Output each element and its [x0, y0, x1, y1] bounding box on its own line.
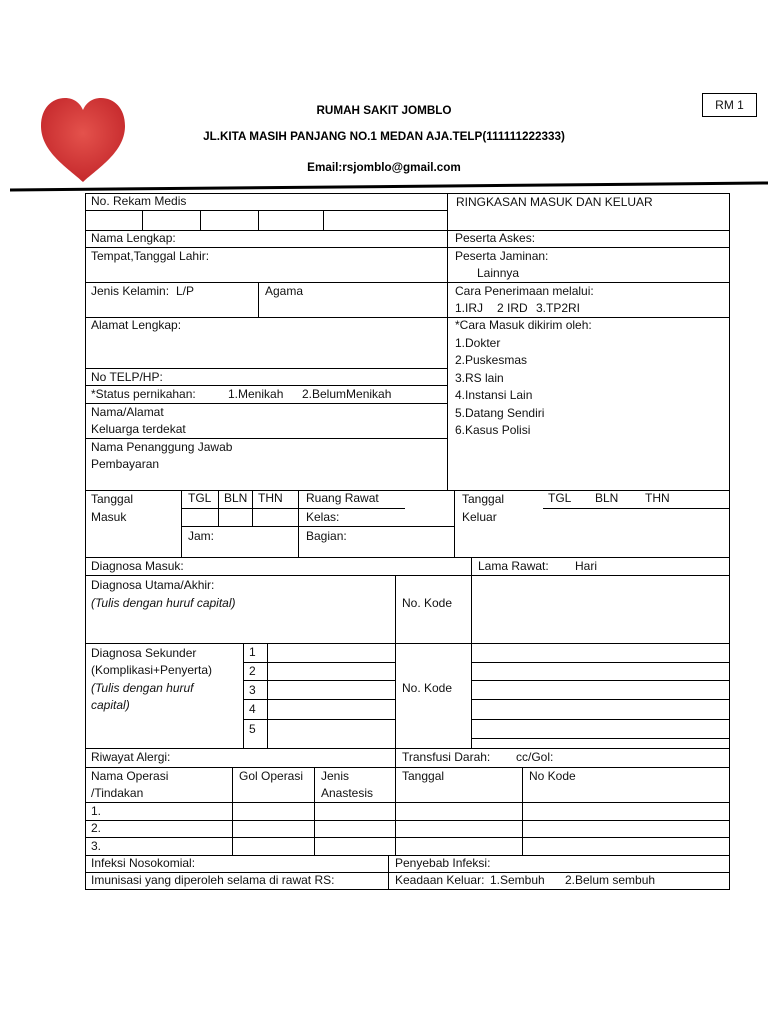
gender-options: L/P — [176, 284, 195, 298]
form-grid-line — [258, 282, 259, 317]
guarantor-label-line2: Pembayaran — [91, 457, 160, 471]
form-grid-line — [471, 699, 729, 700]
form-grid-line — [243, 699, 395, 700]
form-grid-line — [85, 438, 447, 439]
form-grid-line — [85, 889, 730, 890]
form-grid-line — [267, 643, 268, 748]
form-grid-line — [85, 557, 729, 558]
admission-option-tp2ri: 3.TP2RI — [536, 301, 581, 315]
form-grid-line — [252, 490, 253, 526]
form-grid-line — [85, 385, 447, 386]
form-grid-line — [543, 508, 729, 509]
admission-date-label-line2: Masuk — [91, 510, 127, 524]
form-grid-line — [142, 210, 143, 230]
religion-label: Agama — [265, 284, 304, 298]
form-grid-line — [471, 719, 729, 720]
infection-cause-label: Penyebab Infeksi: — [395, 856, 491, 870]
operation-name-header-line2: /Tindakan — [91, 786, 144, 800]
immunization-label: Imunisasi yang diperoleh selama di rawat RS: — [91, 873, 335, 887]
form-grid-line — [85, 230, 729, 231]
form-grid-line — [471, 738, 729, 739]
admission-option-ird: 2 IRD — [497, 301, 528, 315]
nosocomial-label: Infeksi Nosokomial: — [91, 856, 196, 870]
primary-diagnosis-hint: (Tulis dengan huruf capital) — [91, 596, 236, 610]
form-grid-line — [298, 508, 405, 509]
form-grid-line — [85, 368, 447, 369]
secondary-row-number: 2 — [249, 664, 256, 678]
form-grid-line — [243, 680, 395, 681]
form-grid-line — [314, 767, 315, 855]
form-code-box: RM 1 — [702, 93, 757, 117]
jaminan-label: Peserta Jaminan: — [455, 249, 549, 263]
form-grid-line — [471, 680, 729, 681]
admission-date-col-day: TGL — [188, 491, 212, 505]
secondary-code-label: No. Kode — [402, 681, 453, 695]
form-grid-line — [454, 490, 455, 557]
secondary-row-number: 4 — [249, 702, 256, 716]
form-grid-line — [218, 490, 219, 526]
marital-option-single: 2.BelumMenikah — [302, 387, 392, 401]
operation-code-header: No Kode — [529, 769, 576, 783]
discharge-status-label: Keadaan Keluar: — [395, 873, 485, 887]
jaminan-other: Lainnya — [477, 266, 520, 280]
form-grid-line — [85, 820, 729, 821]
admission-date-label-line1: Tanggal — [91, 492, 134, 506]
guarantor-label-line1: Nama Penanggung Jawab — [91, 440, 233, 454]
form-grid-line — [447, 193, 448, 490]
form-grid-line — [181, 526, 454, 527]
form-grid-line — [85, 193, 86, 889]
secondary-row-number: 1 — [249, 645, 256, 659]
form-grid-line — [85, 210, 447, 211]
operation-row-number: 3. — [91, 839, 102, 853]
form-grid-line — [85, 247, 729, 248]
form-grid-line — [85, 317, 729, 318]
length-of-stay-label: Lama Rawat: — [478, 559, 549, 573]
form-grid-line — [232, 767, 233, 855]
form-grid-line — [85, 282, 729, 283]
summary-title: RINGKASAN MASUK DAN KELUAR — [456, 195, 653, 209]
operation-date-header: Tanggal — [402, 769, 445, 783]
form-grid-line — [258, 210, 259, 230]
allergy-label: Riwayat Alergi: — [91, 750, 171, 764]
transfusion-unit: cc/Gol: — [516, 750, 554, 764]
discharge-date-col-day: TGL — [548, 491, 572, 505]
secondary-diagnosis-hint-line2: capital) — [91, 698, 130, 712]
phone-label: No TELP/HP: — [91, 370, 163, 384]
discharge-status-option-not-recovered: 2.Belum sembuh — [565, 873, 656, 887]
referral-option: 2.Puskesmas — [455, 353, 528, 367]
header-rule — [0, 180, 768, 194]
hospital-email: Email:rsjomblo@gmail.com — [307, 161, 461, 174]
form-grid-line — [85, 575, 729, 576]
form-grid-line — [200, 210, 201, 230]
record-no-label: No. Rekam Medis — [91, 194, 187, 208]
discharge-date-col-month: BLN — [595, 491, 619, 505]
admission-date-col-month: BLN — [224, 491, 248, 505]
referral-option: 1.Dokter — [455, 336, 501, 350]
unit-label: Bagian: — [306, 529, 347, 543]
discharge-date-label-line1: Tanggal — [462, 492, 505, 506]
referral-option: 5.Datang Sendiri — [455, 406, 545, 420]
secondary-diagnosis-label-line1: Diagnosa Sekunder — [91, 646, 197, 660]
anesthesia-header-line2: Anastesis — [321, 786, 374, 800]
form-grid-line — [85, 403, 447, 404]
ward-label: Ruang Rawat — [306, 491, 379, 505]
anesthesia-header-line1: Jenis — [321, 769, 350, 783]
referral-label: *Cara Masuk dikirim oleh: — [455, 318, 592, 332]
form-grid-line — [471, 662, 729, 663]
admission-via-label: Cara Penerimaan melalui: — [455, 284, 594, 298]
form-grid-line — [243, 643, 244, 748]
gender-label: Jenis Kelamin: — [91, 284, 170, 298]
form-grid-line — [85, 802, 729, 803]
form-grid-line — [471, 557, 472, 748]
form-grid-line — [181, 490, 182, 557]
form-grid-line — [85, 767, 729, 768]
secondary-diagnosis-hint-line1: (Tulis dengan huruf — [91, 681, 194, 695]
discharge-date-label-line2: Keluar — [462, 510, 497, 524]
form-grid-line — [395, 575, 396, 855]
form-grid-line — [243, 719, 395, 720]
marital-option-married: 1.Menikah — [228, 387, 284, 401]
form-grid-line — [181, 508, 298, 509]
operation-row-number: 2. — [91, 821, 102, 835]
form-grid-line — [85, 643, 729, 644]
marital-label: *Status pernikahan: — [91, 387, 196, 401]
operation-group-header: Gol Operasi — [239, 769, 304, 783]
discharge-status-option-recovered: 1.Sembuh — [490, 873, 545, 887]
secondary-row-number: 5 — [249, 722, 256, 736]
referral-option: 4.Instansi Lain — [455, 388, 533, 402]
form-grid-line — [85, 837, 729, 838]
operation-name-header-line1: Nama Operasi — [91, 769, 169, 783]
birth-label: Tempat,Tanggal Lahir: — [91, 249, 210, 263]
secondary-row-number: 3 — [249, 683, 256, 697]
admission-date-col-year: THN — [258, 491, 283, 505]
transfusion-label: Transfusi Darah: — [402, 750, 491, 764]
secondary-diagnosis-label-line2: (Komplikasi+Penyerta) — [91, 663, 213, 677]
full-name-label: Nama Lengkap: — [91, 231, 176, 245]
form-grid-line — [85, 748, 729, 749]
family-label-line1: Nama/Alamat — [91, 405, 164, 419]
hospital-name: RUMAH SAKIT JOMBLO — [316, 104, 452, 117]
form-grid-line — [243, 662, 395, 663]
time-label: Jam: — [188, 529, 215, 543]
address-label: Alamat Lengkap: — [91, 318, 182, 332]
admission-option-irj: 1.IRJ — [455, 301, 484, 315]
form-grid-line — [323, 210, 324, 230]
form-grid-line — [522, 767, 523, 855]
referral-option: 6.Kasus Polisi — [455, 423, 531, 437]
discharge-date-col-year: THN — [645, 491, 670, 505]
class-label: Kelas: — [306, 510, 340, 524]
admission-diagnosis-label: Diagnosa Masuk: — [91, 559, 184, 573]
primary-code-label: No. Kode — [402, 596, 453, 610]
operation-row-number: 1. — [91, 804, 102, 818]
hospital-address: JL.KITA MASIH PANJANG NO.1 MEDAN AJA.TELP(111111222333) — [203, 130, 565, 143]
family-label-line2: Keluarga terdekat — [91, 422, 186, 436]
form-grid-line — [729, 193, 730, 889]
form-grid-line — [388, 855, 389, 889]
primary-diagnosis-label: Diagnosa Utama/Akhir: — [91, 578, 215, 592]
length-of-stay-unit: Hari — [575, 559, 598, 573]
referral-option: 3.RS lain — [455, 371, 504, 385]
form-grid-line — [298, 490, 299, 557]
askes-label: Peserta Askes: — [455, 231, 536, 245]
